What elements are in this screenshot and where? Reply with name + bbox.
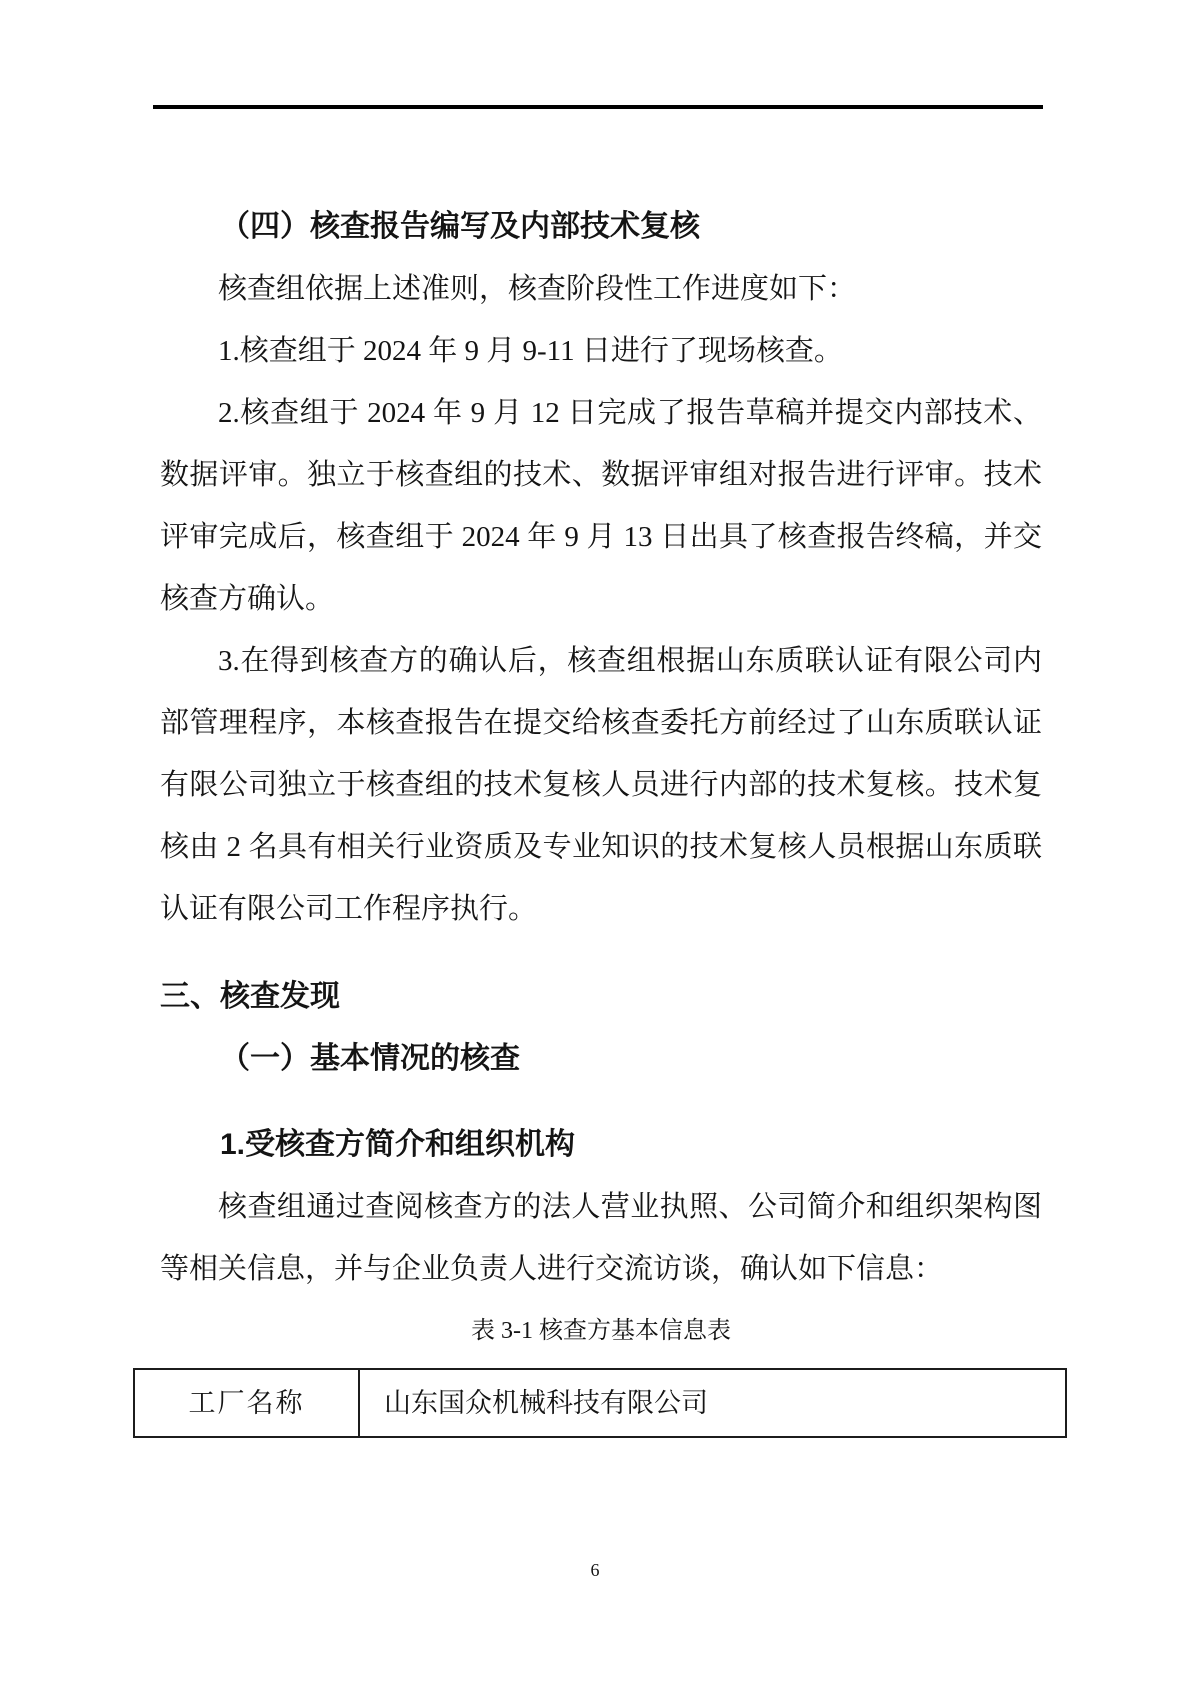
paragraph-step-3: 3.在得到核查方的确认后，核查组根据山东质联认证有限公司内部管理程序，本核查报告在提交给核查委托方前经过了山东质联认证有限公司独立于核查组的技术复核人员进行内部的技术复核。技术复核由 2 名具有相关行业资质及专业知识的技术复核人员根据山东质联认证有限公司工作程序执行。 [160,645,1042,925]
basic-info-table [133,1368,1067,1438]
page-number: 6 [590,1560,600,1580]
chapter-heading: 三、核查发现 [160,980,340,1013]
paragraph-basic-info-intro: 核查组通过查阅核查方的法人营业执照、公司简介和组织架构图等相关信息，并与企业负责人进行交流访谈，确认如下信息： [160,1191,1042,1285]
paragraph-step-2: 2.核查组于 2024 年 9 月 12 日完成了报告草稿并提交内部技术、数据评审。独立于核查组的技术、数据评审组对报告进行评审。技术评审完成后，核查组于 2024 年 9 月 13 日出具了核查报告终稿，并交核查方确认。 [160,397,1042,615]
table-cell-factory-name-value: 山东国众机械科技有限公司 [359,1369,1066,1437]
paragraph-progress-intro: 核查组依据上述准则，核查阶段性工作进度如下： [218,273,857,305]
table-cell-factory-name-label: 工厂名称 [134,1369,359,1437]
table-row [134,1369,1066,1437]
table-caption: 表 3-1 核查方基本信息表 [471,1318,731,1344]
paragraph-step-1: 1.核查组于 2024 年 9 月 9-11 日进行了现场核查。 [218,335,843,367]
subsection-heading: （一）基本情况的核查 [220,1042,520,1075]
subsubsection-heading: 1.受核查方简介和组织机构 [220,1128,576,1161]
header-rule [153,105,1043,109]
page-content [160,196,1042,1438]
section-heading: （四）核查报告编写及内部技术复核 [220,210,700,243]
